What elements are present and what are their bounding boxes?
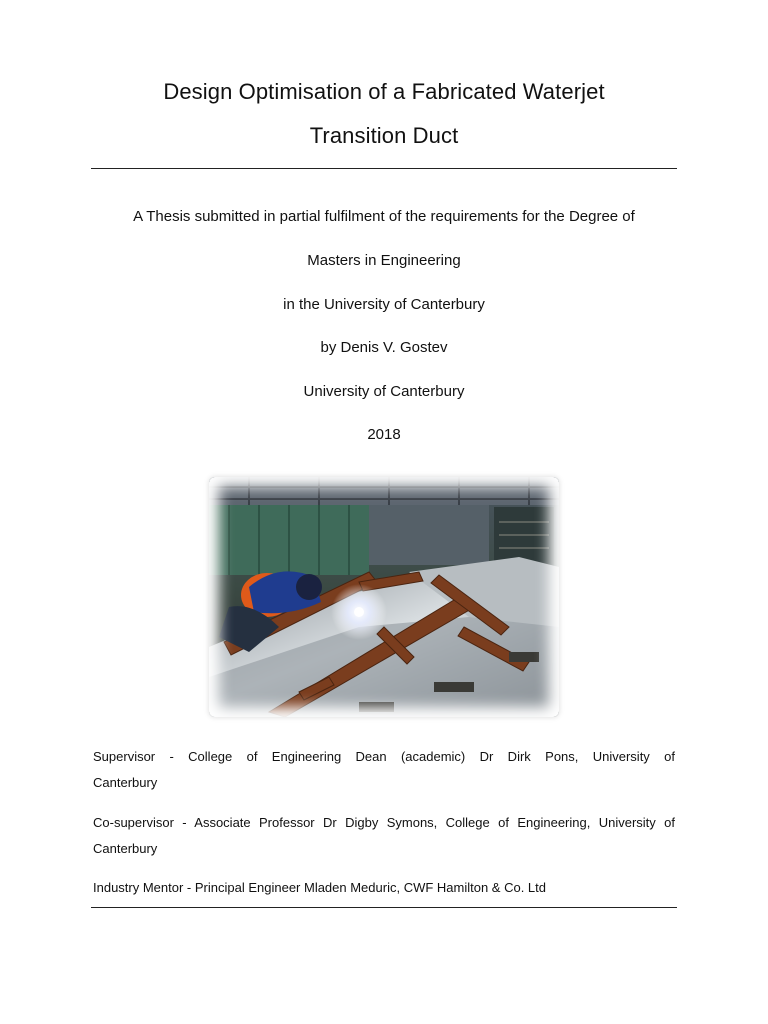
institution-line: University of Canterbury	[303, 383, 465, 400]
welding-photo-image	[209, 477, 559, 717]
welding-photo	[209, 477, 559, 717]
supervisor-line-1: Supervisor - College of Engineering Dean (academic) Dr Dirk Pons, University of	[93, 749, 675, 764]
degree-name: Masters in Engineering	[307, 252, 461, 269]
title-line-1: Design Optimisation of a Fabricated Waterjet	[163, 79, 605, 104]
year-line: 2018	[367, 426, 401, 443]
bottom-divider	[91, 907, 677, 908]
university-line: in the University of Canterbury	[283, 296, 485, 313]
supervisor-line-2: Canterbury	[93, 775, 158, 790]
author-line: by Denis V. Gostev	[320, 339, 448, 356]
co-supervisor-line-2: Canterbury	[93, 841, 158, 856]
co-supervisor-paragraph	[93, 810, 675, 862]
thesis-statement: A Thesis submitted in partial fulfilment of the requirements for the Degree of	[133, 208, 635, 225]
supervisor-paragraph	[93, 744, 675, 796]
co-supervisor-line-1: Co-supervisor - Associate Professor Dr Digby Symons, College of Engineering, University of	[93, 815, 675, 830]
industry-mentor-paragraph	[93, 875, 675, 901]
industry-mentor-line: Industry Mentor - Principal Engineer Mladen Meduric, CWF Hamilton & Co. Ltd	[93, 880, 547, 895]
title-line-2: Transition Duct	[309, 123, 459, 148]
top-divider	[91, 168, 677, 169]
